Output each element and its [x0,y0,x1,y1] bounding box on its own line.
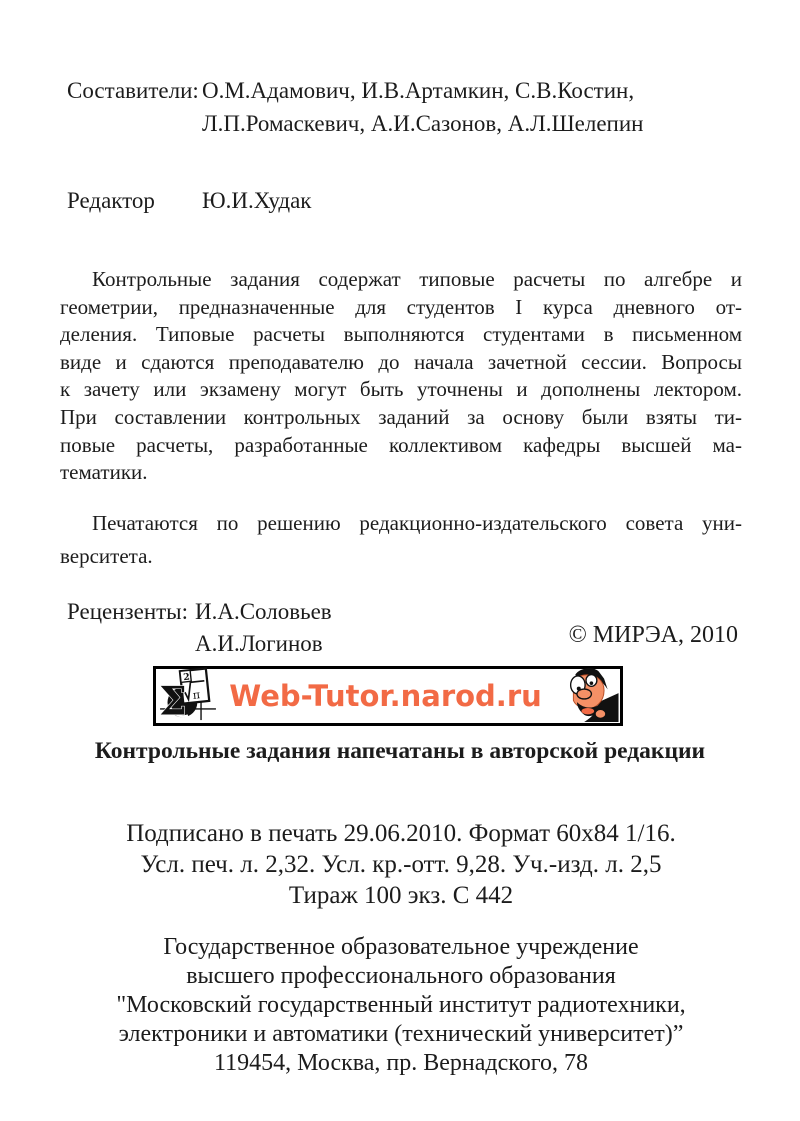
editor-label: Редактор [67,188,155,213]
print-info-line-1: Подписано в печать 29.06.2010. Формат 60х84 1/16. [126,820,676,847]
compilers-label: Составители: [67,78,199,103]
annotation-paragraph [60,266,742,487]
publisher-block [60,933,742,1078]
svg-text:π: π [192,687,201,702]
editor-name: Ю.И.Худак [202,188,312,213]
annotation-line: виде и сдаются преподавателю до начала зачетной сессии. Вопросы [60,349,742,374]
annotation-line: геометрии, предназначенные для студентов I курса дневного от- [60,294,742,319]
annotation-line: Контрольные задания содержат типовые расчеты по алгебре и [92,267,742,291]
annotation-line: тематики. [60,460,148,485]
decision-line: Печатаются по решению редакционно-издательского совета уни- [92,511,742,535]
publisher-line-4: электроники и автоматики (технический университет)” [118,1021,684,1047]
compilers-names [202,74,643,140]
publisher-line-3: "Московский государственный институт радиотехники, [116,992,686,1018]
compilers-names-line-2: Л.П.Ромаскевич, А.И.Сазонов, А.Л.Шелепин [202,111,644,136]
decision-line: верситета. [60,544,153,568]
reviewer-name-1: И.А.Соловьев [195,599,332,624]
publisher-line-2: высшего профессионального образования [186,963,616,989]
decision-paragraph [60,507,742,573]
laughing-face-cartoon-icon [553,666,619,727]
authors-note: Контрольные задания напечатаны в авторской редакции [94,738,706,764]
print-info-line-3: Тираж 100 экз. С 442 [288,882,514,909]
svg-text:2: 2 [182,671,191,683]
sigma-sqrt-pi-math-logo-icon [158,667,218,726]
print-info-line-2: Усл. печ. л. 2,32. Усл. кр.-отт. 9,28. Уч.-изд. л. 2,5 [140,851,662,878]
annotation-line: деления. Типовые расчеты выполняются студентами в письменном [60,322,742,347]
annotation-line: повые расчеты, разработанные коллективом кафедры высшей ма- [60,432,742,457]
reviewers-row [67,596,332,660]
watermark-banner [153,666,623,726]
annotation-line: к зачету или экзамену могут быть уточнены и дополнены лектором. [60,377,742,402]
print-info-block [60,818,742,911]
editor-row [67,184,311,217]
publisher-line-1: Государственное образовательное учреждение [163,934,639,960]
copyright-notice: © МИРЭА, 2010 [568,622,738,648]
publisher-address: 119454, Москва, пр. Вернадского, 78 [214,1050,588,1076]
annotation-line: При составлении контрольных заданий за основу были взяты ти- [60,404,742,429]
svg-text:Σ: Σ [159,677,187,721]
reviewer-name-2: А.И.Логинов [195,631,323,656]
compilers-names-line-1: О.М.Адамович, И.В.Артамкин, С.В.Костин, [202,78,635,103]
reviewers-names [195,596,332,660]
site-url-text: Web-Tutor.narod.ru [229,679,542,713]
compilers-row [67,74,643,140]
reviewers-label: Рецензенты: [67,599,189,624]
